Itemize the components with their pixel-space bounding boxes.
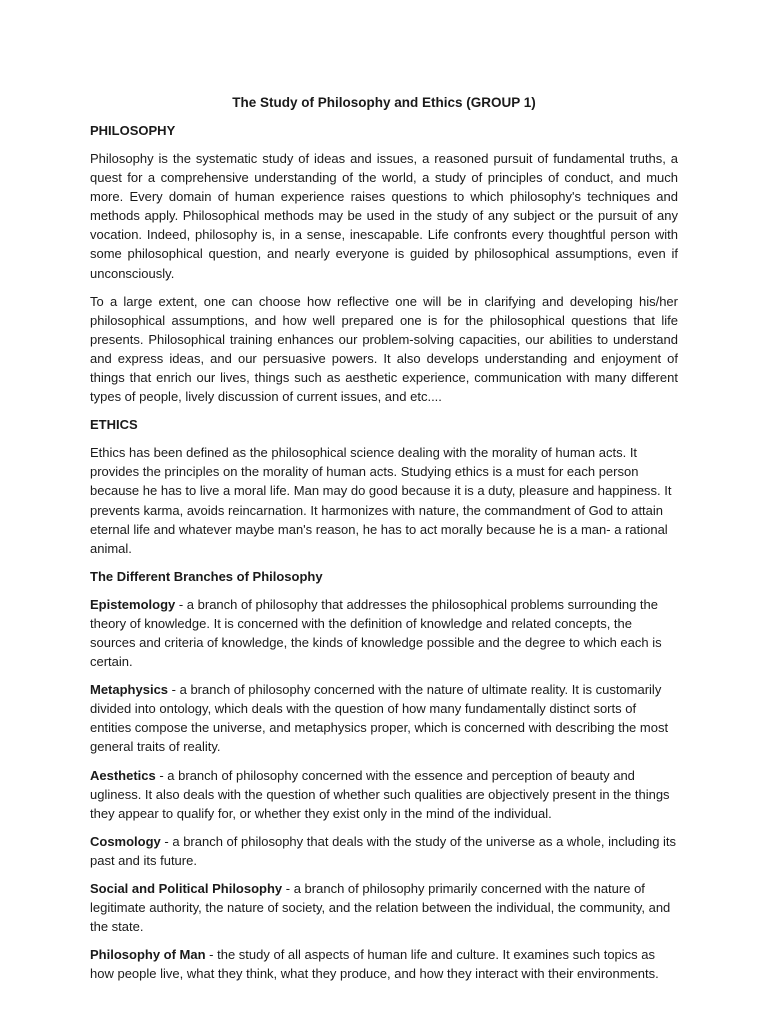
- branch-definition: - the study of all aspects of human life and culture. It examines such topics as how people live, what they think, what they produce, and how they interact with their environments.: [90, 947, 659, 982]
- branches-heading: The Different Branches of Philosophy: [90, 568, 323, 584]
- branch-term: Social and Political Philosophy: [90, 881, 283, 896]
- branch-definition: - a branch of philosophy primarily concerned with the nature of legitimate authority, the nature of society, and the relation between the individual, the community, and the state.: [90, 881, 671, 935]
- branch-term: Aesthetics: [90, 767, 156, 783]
- branch-definition: - a branch of philosophy concerned with the essence and perception of beauty and ugliness. It also deals with the question of whether such qualities are objectively present in the things they appear to qualify for, or whether they exist only in the mind of the individual.: [90, 767, 670, 821]
- branch-philosophy-of-man: [90, 945, 678, 983]
- branch-definition: - a branch of philosophy that deals with the study of the universe as a whole, including its past and its future.: [90, 833, 677, 868]
- branch-social-political: [90, 879, 678, 936]
- branch-term: Cosmology: [90, 833, 161, 849]
- philosophy-paragraph-2: To a large extent, one can choose how reflective one will be in clarifying and developing his/her philosophical assumptions, and how well prepared one is for the philosophical questions that life presents. Philosophical training enhances our problem-solving capacities, our abilities to understand and express ideas, and our persuasive powers. It also develops understanding and enjoyment of things that enrich our lives, things such as aesthetic experience, communication with many different types of people, lively discussion of current issues, and etc....: [90, 293, 678, 405]
- branch-epistemology: [90, 595, 678, 671]
- branch-term: Metaphysics: [90, 682, 169, 698]
- branch-metaphysics: [90, 680, 678, 756]
- branch-definition: - a branch of philosophy that addresses the philosophical problems surrounding the theory of knowledge. It is concerned with the definition of knowledge and related concepts, the sources and criteria of knowledge, the kinds of knowledge possible and the degree to which each is certain.: [90, 596, 662, 670]
- branch-term: Philosophy of Man: [90, 947, 206, 963]
- branch-aesthetics: [90, 766, 678, 823]
- branch-definition: - a branch of philosophy concerned with the nature of ultimate reality. It is customarily divided into ontology, which deals with the question of how many fundamentally distinct sorts of entities compose the universe, and metaphysics proper, which is concerned with describing the most general traits of reality.: [90, 682, 669, 755]
- ethics-heading: ETHICS: [90, 417, 138, 433]
- branch-cosmology: [90, 832, 678, 870]
- branch-term: Epistemology: [90, 596, 176, 612]
- philosophy-paragraph-1: Philosophy is the systematic study of ideas and issues, a reasoned pursuit of fundamental truths, a quest for a comprehensive understanding of the world, a study of principles of conduct, and much more. Every domain of human experience raises questions to which philosophy's techniques and methods apply. Philosophical methods may be used in the study of any subject or the pursuit of any vocation. Indeed, philosophy is, in a sense, inescapable. Life confronts every thoughtful person with some philosophical question, and nearly everyone is guided by philosophical assumptions, even if unconsciously.: [90, 151, 678, 281]
- philosophy-heading: PHILOSOPHY: [90, 123, 176, 138]
- document-title: The Study of Philosophy and Ethics (GROUP 1): [232, 95, 536, 110]
- ethics-paragraph: Ethics has been defined as the philosophical science dealing with the morality of human acts. It provides the principles on the morality of human acts. Studying ethics is a must for each person because he has to live a moral life. Man may do good because it is a duty, pleasure and happiness. It prevents karma, avoids reincarnation. It harmonizes with nature, the commandment of God to attain eternal life and whatever maybe man's reason, he has to act morally because he is a man- a rational animal.: [90, 445, 672, 556]
